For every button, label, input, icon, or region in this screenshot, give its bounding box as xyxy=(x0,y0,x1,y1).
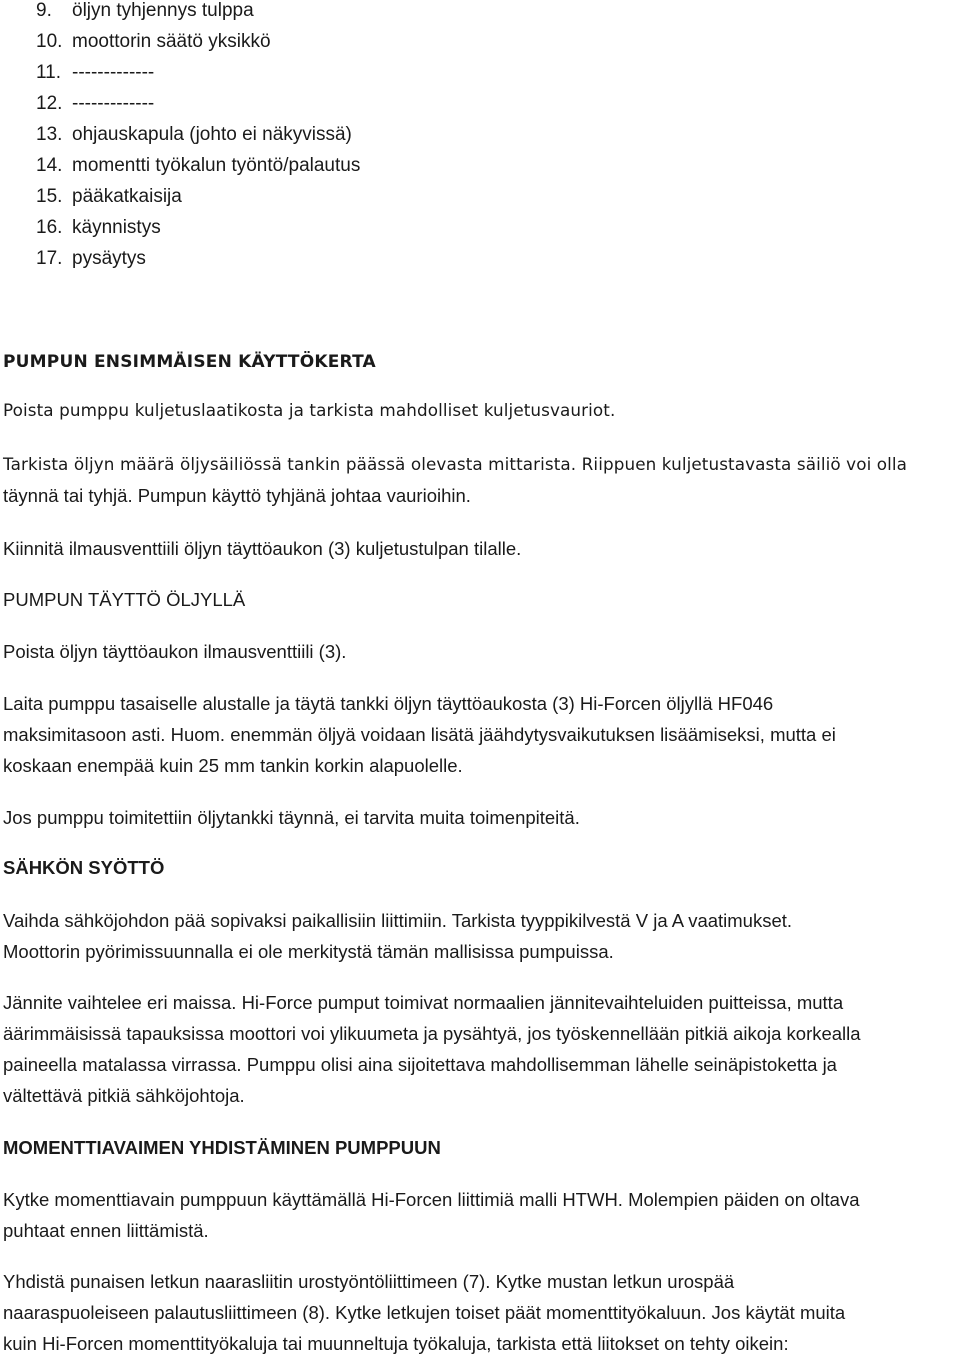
list-item xyxy=(36,217,161,239)
paragraph-line: puhtaat ennen liittämistä. xyxy=(3,1220,209,1241)
list-item xyxy=(36,155,360,177)
list-item-number: 9. xyxy=(36,0,52,21)
list-item-number: 15. xyxy=(36,186,63,207)
paragraph-line: Moottorin pyörimissuunnalla ei ole merkitystä tämän mallisissa pumpuissa. xyxy=(3,941,614,962)
list-item-number: 17. xyxy=(36,248,63,269)
list-item-text: ohjauskapula (johto ei näkyvissä) xyxy=(72,124,352,145)
section-heading-power: SÄHKÖN SYÖTTÖ xyxy=(3,857,165,878)
list-item-text: momentti työkalun työntö/palautus xyxy=(72,155,361,176)
list-item-number: 10. xyxy=(36,31,63,52)
paragraph: Poista pumppu kuljetuslaatikosta ja tarkista mahdolliset kuljetusvauriot. xyxy=(3,400,616,420)
list-item-text: pysäytys xyxy=(72,248,146,269)
section-heading-wrench: MOMENTTIAVAIMEN YHDISTÄMINEN PUMPPUUN xyxy=(3,1137,441,1158)
list-item-text: ------------- xyxy=(72,93,155,114)
section-heading-first-use: PUMPUN ENSIMMÄISEN KÄYTTÖKERTA xyxy=(3,352,376,372)
paragraph: Kiinnitä ilmausventtiili öljyn täyttöaukon (3) kuljetustulpan tilalle. xyxy=(3,538,522,559)
section-heading-oil-fill: PUMPUN TÄYTTÖ ÖLJYLLÄ xyxy=(3,589,246,610)
paragraph-line: vältettävä pitkiä sähköjohtoja. xyxy=(3,1085,245,1106)
paragraph-line: Jännite vaihtelee eri maissa. Hi-Force pumput toimivat normaalien jännitevaihteluiden puitteissa, mutta xyxy=(3,992,844,1013)
list-item xyxy=(36,124,352,146)
list-item-number: 16. xyxy=(36,217,63,238)
paragraph-line: äärimmäisissä tapauksissa moottori voi ylikuumeta ja pysähtyä, jos työskennellään pitkiä aikoja korkealla xyxy=(3,1023,861,1044)
list-item xyxy=(36,186,182,208)
paragraph-line: maksimitasoon asti. Huom. enemmän öljyä voidaan lisätä jäähdytysvaikutuksen lisäämiseksi, mutta ei xyxy=(3,724,836,745)
paragraph-line: kuin Hi-Forcen momenttityökaluja tai muunneltuja työkaluja, tarkista että liitokset on tehty oikein: xyxy=(3,1333,789,1354)
paragraph: Jos pumppu toimitettiin öljytankki täynnä, ei tarvita muita toimenpiteitä. xyxy=(3,807,580,828)
list-item xyxy=(36,93,154,115)
paragraph-line: paineella matalassa virrassa. Pumppu olisi aina sijoitettava mahdollisemman lähelle seinäpistoketta ja xyxy=(3,1054,837,1075)
paragraph: Poista öljyn täyttöaukon ilmausventtiili (3). xyxy=(3,641,347,662)
list-item-number: 11. xyxy=(36,62,62,83)
list-item-text: moottorin säätö yksikkö xyxy=(72,31,271,52)
list-item-text: öljyn tyhjennys tulppa xyxy=(72,0,254,21)
paragraph-line: koskaan enempää kuin 25 mm tankin korkin alapuolelle. xyxy=(3,755,463,776)
paragraph-line: Tarkista öljyn määrä öljysäiliössä tankin päässä olevasta mittarista. Riippuen kuljetustavasta säiliö voi olla xyxy=(3,454,908,474)
paragraph-line: Yhdistä punaisen letkun naarasliitin urostyöntöliittimeen (7). Kytke mustan letkun urospää xyxy=(3,1271,735,1292)
list-item-number: 14. xyxy=(36,155,63,176)
list-item-text: ------------- xyxy=(72,62,155,83)
paragraph-line: Kytke momenttiavain pumppuun käyttämällä Hi-Forcen liittimiä malli HTWH. Molempien päiden on oltava xyxy=(3,1189,860,1210)
paragraph-line: Vaihda sähköjohdon pää sopivaksi paikallisiin liittimiin. Tarkista tyyppikilvestä V ja A vaatimukset. xyxy=(3,910,793,931)
list-item-text: käynnistys xyxy=(72,217,161,238)
list-item xyxy=(36,248,146,270)
list-item xyxy=(36,31,271,53)
list-item-text: pääkatkaisija xyxy=(72,186,182,207)
list-item-number: 12. xyxy=(36,93,63,114)
paragraph-line: Laita pumppu tasaiselle alustalle ja täytä tankki öljyn täyttöaukosta (3) Hi-Forcen öljyllä HF046 xyxy=(3,693,774,714)
paragraph-line: naaraspuoleiseen palautusliittimeen (8). Kytke letkujen toiset päät momenttityökaluun. Jos käytät muita xyxy=(3,1302,846,1323)
paragraph-line: täynnä tai tyhjä. Pumpun käyttö tyhjänä johtaa vaurioihin. xyxy=(3,485,471,506)
list-item-number: 13. xyxy=(36,124,63,145)
list-item xyxy=(36,0,254,22)
list-item xyxy=(36,62,154,84)
